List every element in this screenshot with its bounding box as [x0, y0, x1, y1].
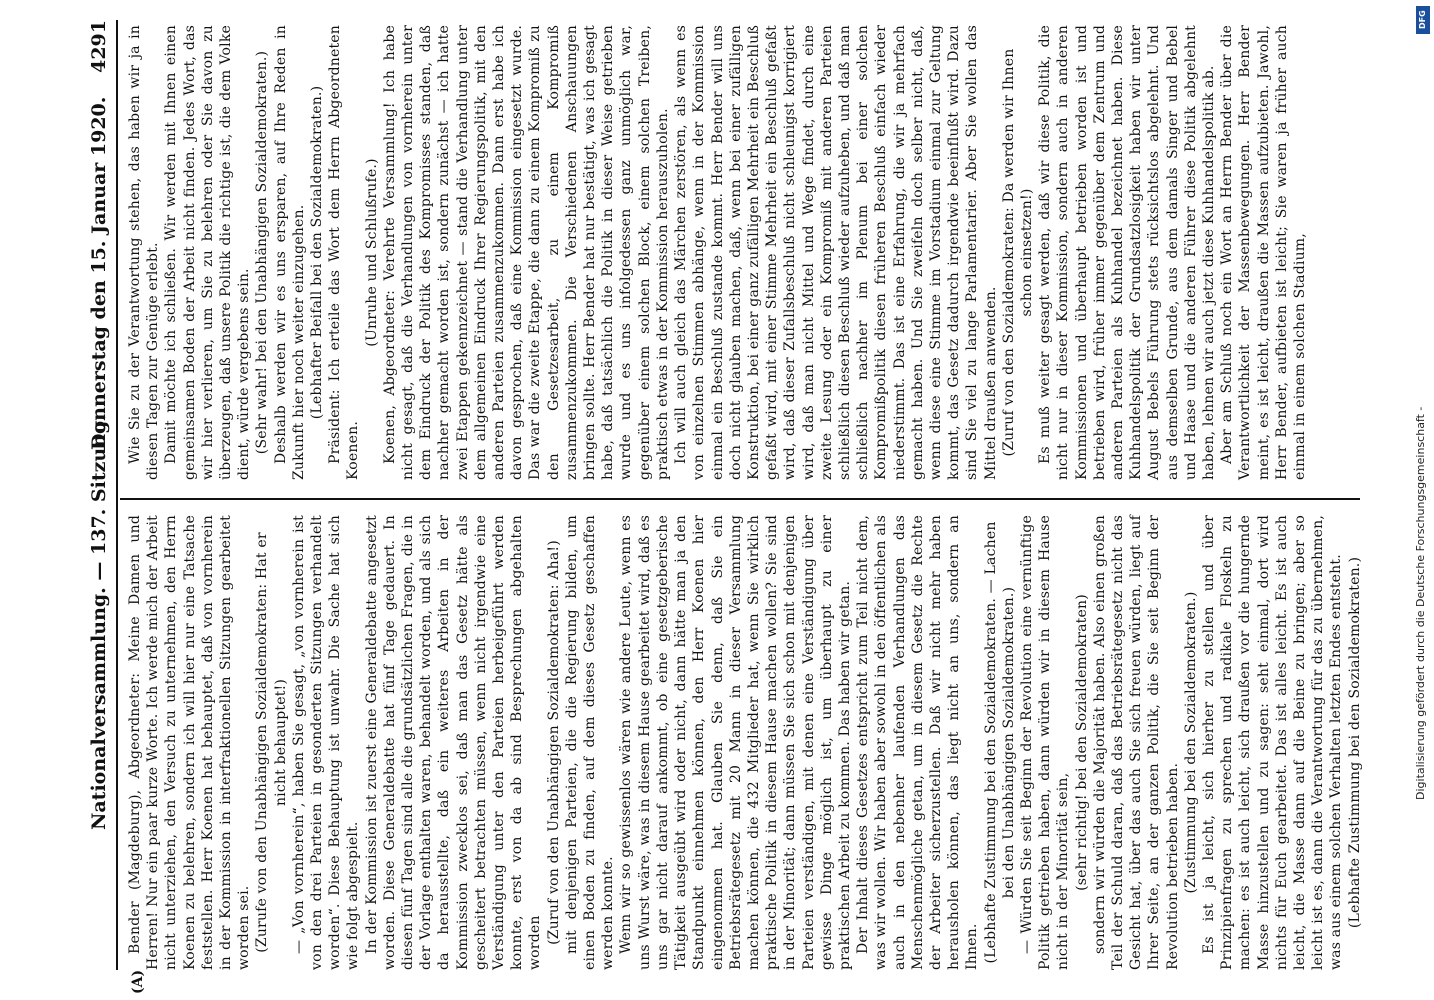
left-column — [126, 515, 1364, 970]
paragraph: Es ist ja leicht, sich hierher zu stellen und über Prinzipienfragen zu sprechen und radikale Floskeln zu machen: es ist auch leicht, sich draußen vor die hungernde Masse hinzustellen und zu sagen: seht einmal, dort wird nichts für Euch gearbeitet. Das ist alles leicht. Es ist auch leicht, die Masse dann auf die Beine zu bringen; aber so leicht ist es, dann die Verantwortung für das zu übernehmen, was aus einem solchen Verhalten letzten Endes entsteht. — [1200, 515, 1345, 970]
paragraph: (Zurufe von den Unabhängigen Sozialdemokraten: Hat er nicht behauptet!) — [254, 532, 289, 953]
paragraph: (Zuruf von den Unabhängigen Sozialdemokraten: Aha!) — [545, 540, 562, 945]
paragraph: Deshalb werden wir es uns ersparen, auf Ihre Reden in Zukunft hier noch weiter einzugehen. — [272, 25, 307, 480]
paragraph: mit denjenigen Parteien, die die Regierung bilden, um einen Boden zu finden, auf dem dieses Gesetz geschaffen werden konnte. — [563, 515, 617, 970]
digitization-credit-text: Digitalisierung gefördert durch die Deutsche Forschungsgemeinschaft - — [1414, 406, 1427, 800]
header-left: Nationalversammlung. — 137. Sitzung. — [88, 414, 110, 830]
page-number: 4291 — [88, 20, 110, 73]
paragraph: Der Inhalt dieses Gesetzes entspricht zum Teil nicht dem, was wir wollen. Wir haben aber sowohl in den öffentlichen als auch in den nebenher laufenden Verhandlungen das Menschenmögliche getan, um in diesem Gesetz die Rechte der Arbeiter sicherzustellen. Daß wir nicht mehr haben herausholen können, das liegt nicht an uns, sondern an Ihnen. — [855, 515, 981, 970]
paragraph: (Lebhafter Beifall bei den Sozialdemokraten.) — [309, 85, 326, 420]
paragraph: Präsident: Ich erteile das Wort dem Herrn Abgeordneten Koenen. — [327, 25, 362, 480]
paragraph: (Unruhe und Schlußrufe.) — [363, 158, 380, 347]
document-page — [80, 0, 1380, 1000]
right-column — [126, 25, 1309, 480]
digitization-credit — [1414, 0, 1434, 1000]
column-divider — [120, 498, 1360, 500]
paragraph: (Lebhafte Zustimmung bei den Sozialdemokraten. — Lachen bei den Unabhängigen Sozialdemokraten.) — [982, 521, 1017, 964]
paragraph: Aber am Schluß noch ein Wort an Herrn Bender über die Verantwortlichkeit der Massenbewegungen. Herr Bender meint, es ist leicht, draußen die Massen aufzubieten. Jawohl, Herr Bender, aufbieten ist leicht; Sie waren ja früher auch einmal in einem solchen Stadium, — [1219, 25, 1308, 480]
header-date: Donnerstag den 15. Januar 1920. — [88, 96, 110, 450]
header-rule — [116, 20, 118, 970]
paragraph: Bender (Magdeburg), Abgeordneter: Meine Damen und Herren! Nur ein paar kurze Worte. Ich werde mich der Arbeit nicht unterziehen, den Versuch zu unternehmen, den Herrn Koenen zu belehren, sondern ich will hier nur eine Tatsache feststellen. Herr Koenen hat behauptet, daß von vornherein in der Kommission in interfraktionellen Sitzungen gearbeitet worden sei. — [127, 515, 253, 970]
page-header — [86, 20, 116, 970]
margin-marker-a: (A) — [130, 969, 146, 994]
dfg-logo: DFG — [1416, 6, 1430, 34]
paragraph: (Zustimmung bei den Sozialdemokraten.) — [1182, 591, 1199, 894]
paragraph: sondern wir würden die Majorität haben. Also einen großen Teil der Schuld daran, daß das Betriebsrätegesetz nicht das Gesicht hat, über das auch Sie sich freuen würden, liegt auf Ihrer Seite, an der ganzen Politik, die Sie seit Beginn der Revolution betrieben haben. — [1091, 515, 1181, 970]
paragraph: In der Kommission ist zuerst eine Generaldebatte angesetzt worden. Diese Generaldebatte hat fünf Tage gedauert. In diesen fünf Tagen sind alle die grundsätzlichen Fragen, die in der Vorlage enthalten waren, behandelt worden, und als sich da herausstellte, daß ein weiteres Arbeiten in der Kommission zwecklos sei, daß man das Gesetz hätte als gescheitert betrachten müssen, wenn nicht irgendwie eine Verständigung unter den Parteien herbeigeführt werden konnte, erst von da ab sind Besprechungen abgehalten worden — [363, 515, 544, 970]
paragraph: Wie Sie zu der Verantwortung stehen, das haben wir ja in diesen Tagen zur Genüge erlebt. — [127, 25, 162, 480]
paragraph: (Lebhafte Zustimmung bei den Sozialdemokraten.) — [1346, 556, 1363, 929]
paragraph: Ich will auch gleich das Märchen zerstören, als wenn es von einzelnen Stimmen abhänge, wenn in der Kommission einmal ein Beschluß zustande kommt. Herr Bender will uns doch nicht glauben machen, daß, wenn bei einer zufälligen Konstruktion, bei einer ganz zufälligen Mehrheit ein Beschluß gefaßt wird, mit einer Stimme Mehrheit ein Beschluß gefaßt wird, daß dieser Zufallsbeschluß nicht schleunigst korrigiert wird, daß man nicht Mittel und Wege findet, durch eine zweite Lesung oder ein Kompromiß mit anderen Parteien schließlich diesen Beschluß wieder aufzuheben, und daß man schließlich nachher im Plenum bei einer solchen Kompromißpolitik diesen früheren Beschluß einfach wieder niederstimmt. Das ist eine Erfahrung, die wir ja mehrfach gemacht haben. Und Sie zweifeln doch selber nicht, daß, wenn diese eine Stimme im Vorstadium einmal zur Geltung kommt, das Gesetz dadurch irgendwie beeinflußt wird. Dazu sind Sie viel zu lange Parlamentarier. Aber Sie wollen das Mittel draußen anwenden. — [673, 25, 999, 480]
paragraph: Damit möchte ich schließen. Wir werden mit Ihnen einen gemeinsamen Boden der Arbeit nicht finden. Jedes Wort, das wir hier verlieren, um Sie zu belehren oder Sie davon zu überzeugen, daß unsere Politik die richtige ist, die dem Volke dient, würde vergebens sein. — [163, 25, 253, 480]
paragraph: Es muß weiter gesagt werden, daß wir diese Politik, die nicht nur in dieser Kommission, sondern auch in anderen Kommissionen und überhaupt betrieben worden ist und betrieben wird, früher immer gegenüber dem Zentrum und anderen Parteien als Kuhhandel bezeichnet haben. Diese Kuhhandelspolitik der Grundsatzlosigkeit haben wir unter August Bebels Führung stets rücksichtslos abgelehnt. Und aus demselben Grunde, aus dem damals Singer und Bebel und Haase und die anderen Führer diese Politik abgelehnt haben, lehnen wir auch jetzt diese Kuhhandelspolitik ab. — [1037, 25, 1217, 480]
paragraph: (sehr richtig! bei den Sozialdemokraten) — [1073, 594, 1090, 891]
paragraph: (Sehr wahr! bei den Unabhängigen Sozialdemokraten.) — [254, 50, 271, 455]
paragraph: — „Von vornherein“, haben Sie gesagt, „von vornherein ist von den drei Parteien in gesonderten Sitzungen verhandelt worden“. Diese Behauptung ist unwahr. Die Sache hat sich wie folgt abgespielt. — [290, 515, 362, 970]
paragraph: Koenen, Abgeordneter: Verehrte Versammlung! Ich habe nicht gesagt, daß die Verhandlungen von vornherein unter dem Eindruck der Politik des Kompromisses standen, daß nachher gemacht worden ist, sondern zunächst — ich hatte zwei Etappen gekennzeichnet — stand die Verhandlung unter dem allgemeinen Eindruck Ihrer Regierungspolitik, mit den anderen Parteien zusammenzukommen. Dann erst habe ich davon gesprochen, daß eine Kommission eingesetzt wurde. Das war die zweite Etappe, die dann zu einem Kompromiß zu den Gesetzesarbeit, zu einem Kompromiß zusammenzukommen. Die Verschiedenen Anschauungen bringen sollte. Herr Bender hat nur bestätigt, was ich gesagt habe, daß tatsächlich die Politik in dieser Weise getrieben wurde und es uns infolgedessen ganz unmöglich war, gegenüber einem solchen Block, einem solchen Treiben, praktisch etwas in der Kommission herauszuholen. — [381, 25, 671, 480]
paragraph: (Zuruf von den Sozialdemokraten: Da werden wir Ihnen schon einsetzen!) — [1000, 48, 1035, 457]
paragraph: Wenn wir so gewissenlos wären wie andere Leute, wenn es uns Wurst wäre, was in diesem Hause gearbeitet wird, daß es uns gar nicht darauf ankommt, ob eine gesetzgeberische Tätigkeit ausgeübt wird oder nicht, dann hätte man ja den Standpunkt einnehmen können, den Herr Koenen hier eingenommen hat. Glauben Sie denn, daß Sie ein Betriebsrätegesetz mit 20 Mann in dieser Versammlung machen können, die 432 Mitglieder hat, wenn Sie wirklich praktische Politik in diesem Hause machen wollen? Sie sind in der Minorität; dann müssen Sie sich schon mit denjenigen Parteien verständigen, mit denen eine Verständigung über gewisse Dinge möglich ist, um überhaupt zu einer praktischen Arbeit zu kommen. Das haben wir getan. — [618, 515, 853, 970]
paragraph: — Würden Sie seit Beginn der Revolution eine vernünftige Politik getrieben haben, dann würden wir in diesem Hause nicht in der Minorität sein, — [1018, 515, 1072, 970]
